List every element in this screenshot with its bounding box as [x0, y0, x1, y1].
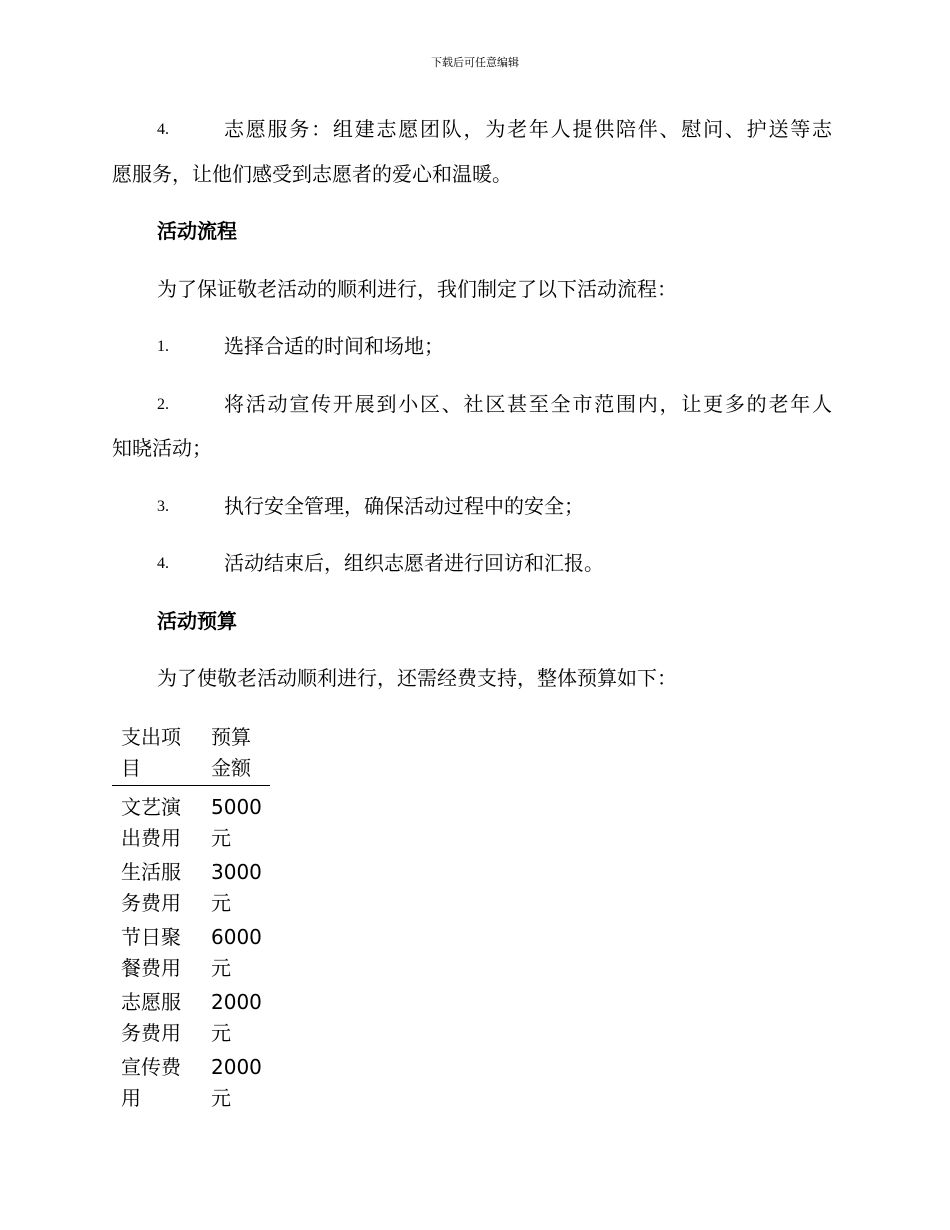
table-cell: 宣传费 用 — [121, 1055, 181, 1110]
list-item-text: 将活动宣传开展到小区、社区甚至全市范围内，让更多的老年人 — [224, 392, 832, 416]
table-cell: 3000 元 — [211, 860, 262, 915]
table-cell: 文艺演 出费用 — [121, 795, 181, 850]
table-row — [112, 922, 270, 987]
list-number: 2. — [157, 396, 169, 413]
table-cell: 志愿服 务费用 — [121, 990, 181, 1045]
list-item-text: 执行安全管理，确保活动过程中的安全； — [224, 494, 584, 518]
page-header: 下载后可任意编辑 — [431, 56, 519, 69]
table-cell: 2000 元 — [211, 990, 262, 1045]
table-row — [112, 786, 270, 858]
list-number: 3. — [157, 498, 169, 515]
list-number: 1. — [157, 338, 169, 355]
list-item-text: 选择合适的时间和场地； — [224, 334, 444, 358]
table-cell: 节日聚 餐费用 — [121, 925, 181, 980]
table-cell: 2000 元 — [211, 1055, 262, 1110]
table-row — [112, 1052, 270, 1117]
section-title: 活动流程 — [157, 219, 237, 243]
paragraph-line: 为了保证敬老活动的顺利进行，我们制定了以下活动流程： — [157, 277, 677, 301]
table-row — [112, 857, 270, 922]
list-item-text: 知晓活动； — [112, 436, 212, 460]
table-header-cell: 预算 金额 — [202, 722, 270, 786]
paragraph-line: 愿服务，让他们感受到志愿者的爱心和温暖。 — [112, 162, 512, 186]
section-title: 活动预算 — [157, 609, 237, 633]
budget-table — [112, 722, 270, 1117]
table-cell: 5000 元 — [211, 795, 262, 850]
paragraph-line: 志愿服务：组建志愿团队，为老年人提供陪伴、慰问、护送等志 — [224, 117, 832, 141]
table-cell: 生活服 务费用 — [121, 860, 181, 915]
table-cell: 6000 元 — [211, 925, 262, 980]
table-row — [112, 987, 270, 1052]
table-header-cell: 支出项 目 — [112, 722, 202, 786]
list-number: 4. — [157, 555, 169, 572]
list-item-text: 活动结束后，组织志愿者进行回访和汇报。 — [224, 551, 604, 575]
paragraph-line: 为了使敬老活动顺利进行，还需经费支持，整体预算如下： — [157, 666, 677, 690]
table-header-row — [112, 722, 270, 786]
list-number: 4. — [157, 121, 169, 138]
